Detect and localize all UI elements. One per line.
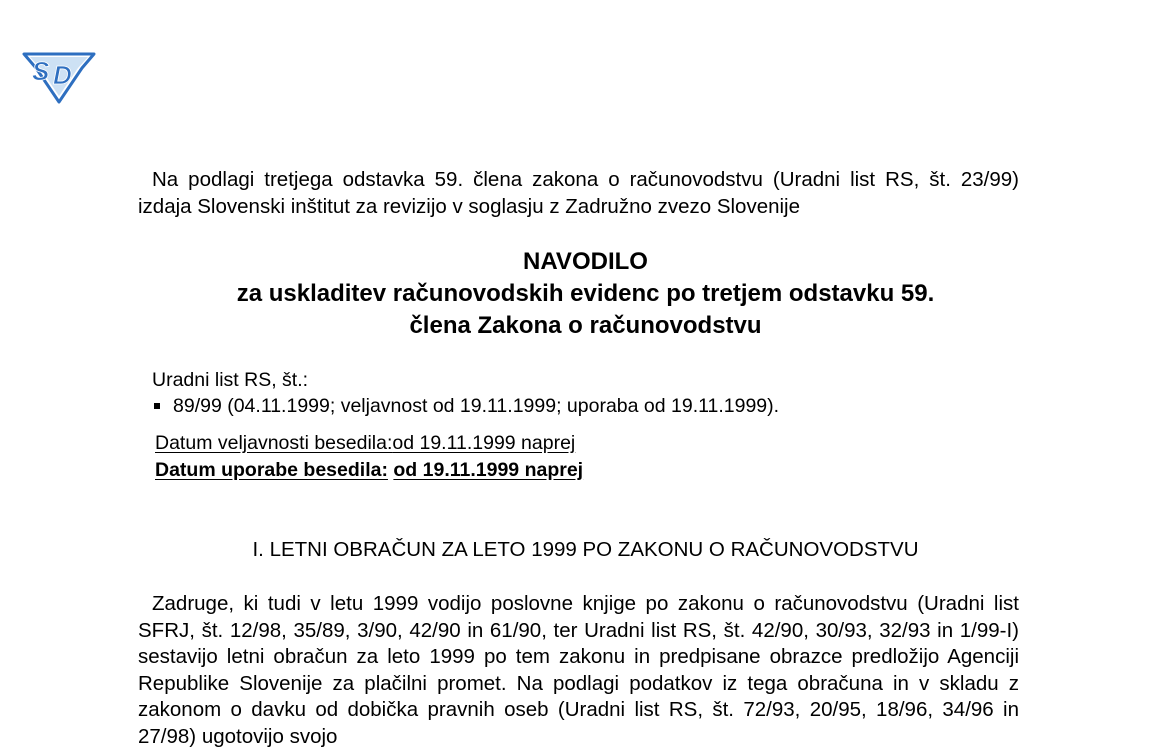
bullet-icon (154, 403, 160, 409)
svg-text:D: D (53, 60, 72, 90)
sd-logo-icon (22, 48, 96, 104)
document-title (138, 246, 1033, 342)
svg-text:S: S (32, 56, 50, 86)
usage-date-row (155, 457, 583, 484)
section-heading: I. LETNI OBRAČUN ZA LETO 1999 PO ZAKONU O RAČUNOVODSTVU (252, 538, 919, 561)
gazette-list-item (152, 393, 779, 419)
usage-date-label: Datum uporabe besedila: (155, 459, 388, 481)
validity-date-value: od 19.11.1999 naprej (392, 432, 576, 454)
section-paragraph: Zadruge, ki tudi v letu 1999 vodijo poslovne knjige po zakonu o računovodstvu (Uradni list SFRJ, št. 12/98, 35/89, 3/90, 42/90 in 61/90, ter Uradni list RS, št. 42/90, 30/93, 32/93 in 1/99-I) sestavijo letni obračun za leto 1999 po tem zakonu in predpisane obrazce predložijo Agenciji Republike Slovenije za plačilni promet. Na podlagi podatkov iz tega obračuna in v skladu z zakonom o davku od dobička pravnih oseb (Uradni list RS, št. 72/93, 20/95, 18/96, 34/96 in 27/98) ugotovijo svojo (138, 592, 1019, 748)
title-line-2: za uskladitev računovodskih evidenc po tretjem odstavku 59. (236, 280, 935, 307)
gazette-item-text: 89/99 (04.11.1999; veljavnost od 19.11.1999; uporaba od 19.11.1999). (173, 395, 780, 417)
gazette-label: Uradni list RS, št.: (152, 369, 309, 391)
validity-date-row (155, 430, 583, 457)
validity-date-label: Datum veljavnosti besedila: (155, 432, 393, 454)
title-line-3: člena Zakona o računovodstvu (409, 312, 762, 339)
title-line-1: NAVODILO (523, 248, 648, 275)
gazette-reference (152, 367, 779, 419)
usage-date-value: od 19.11.1999 naprej (393, 459, 584, 481)
text-dates (155, 430, 583, 484)
intro-paragraph: Na podlagi tretjega odstavka 59. člena zakona o računovodstvu (Uradni list RS, št. 23/99) izdaja Slovenski inštitut za revizijo v soglasju z Zadružno zvezo Slovenije (138, 168, 1019, 218)
